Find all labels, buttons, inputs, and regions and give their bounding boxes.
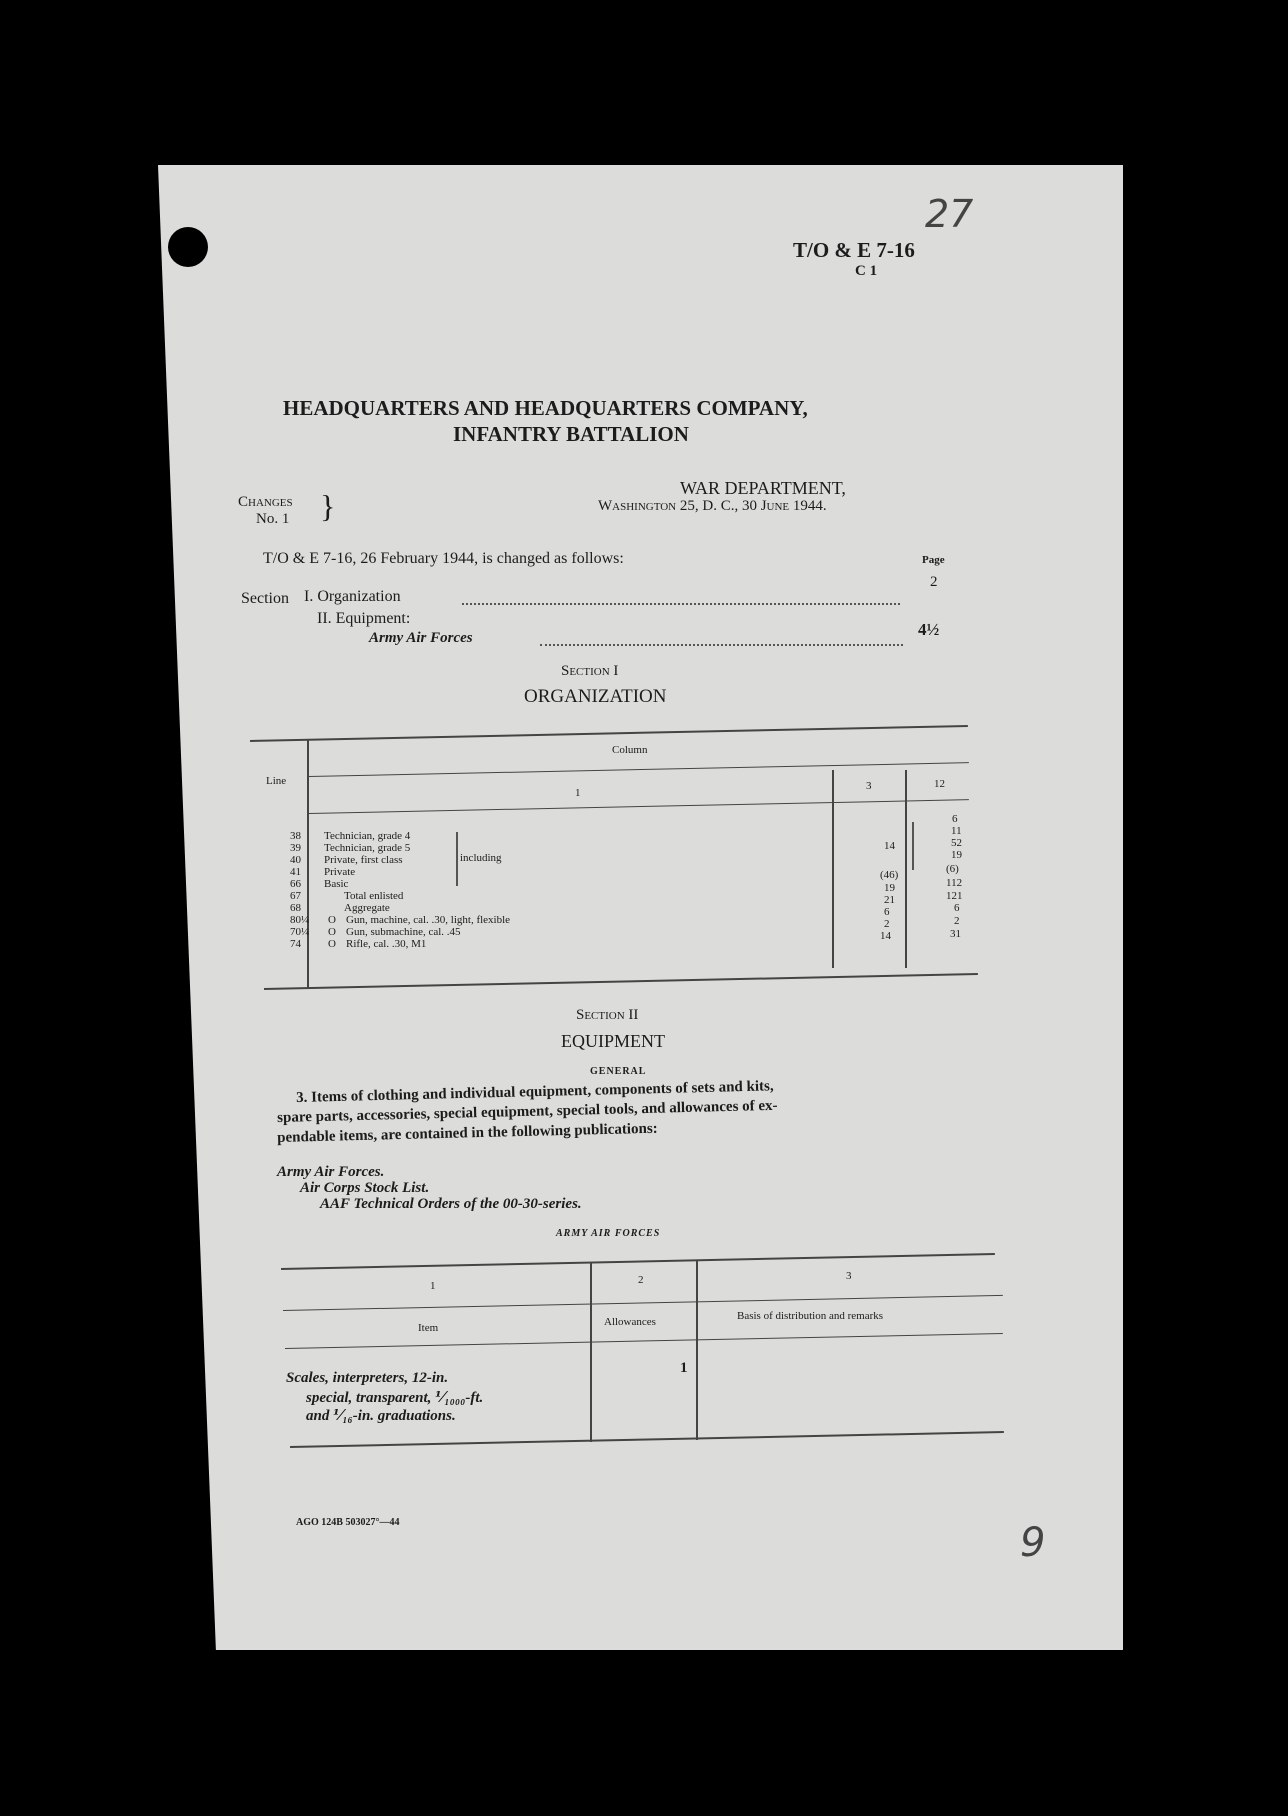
org-col3-value: 14	[884, 840, 895, 852]
org-line-number: 68	[290, 902, 301, 914]
aaf-item-line-1: Scales, interpreters, 12-in.	[286, 1370, 449, 1386]
org-line-number: 66	[290, 878, 301, 890]
handwritten-page-number: 27	[925, 192, 974, 236]
org-row-prefix: O	[328, 926, 336, 938]
aaf-col2-number: 2	[638, 1274, 644, 1286]
document-sub-id: C 1	[855, 263, 878, 279]
aaf-allowance-value: 1	[680, 1360, 688, 1376]
org-line-header: Line	[266, 775, 287, 787]
changes-label: Changes	[238, 494, 293, 510]
aaf-table-divider-2	[696, 1260, 698, 1440]
section1-heading: Section I	[561, 663, 619, 679]
org-line-number: 38	[290, 830, 301, 842]
org-table-col1-divider	[832, 770, 834, 968]
org-line-number: 40	[290, 854, 301, 866]
org-col12-value: 112	[946, 877, 963, 889]
org-line-number: 41	[290, 866, 301, 878]
org-line-number: 67	[290, 890, 301, 902]
org-row-text: Rifle, cal. .30, M1	[346, 938, 427, 950]
org-col12-header: 12	[934, 778, 945, 790]
changes-brace: }	[320, 488, 336, 524]
org-row-prefix: O	[328, 938, 336, 950]
org-row-text: Technician, grade 5	[324, 842, 411, 854]
org-col3-value: 14	[880, 930, 891, 942]
org-col1-header: 1	[575, 787, 581, 799]
org-col12-value: 52	[951, 837, 962, 849]
aaf-allowances-header: Allowances	[604, 1316, 656, 1328]
document-page	[158, 165, 1123, 1650]
org-col12-value: 6	[954, 902, 960, 914]
aaf-remarks-header: Basis of distribution and remarks	[737, 1310, 884, 1322]
org-col12-value: (6)	[946, 863, 959, 875]
aaf-col1-number: 1	[430, 1280, 436, 1292]
publication-3: AAF Technical Orders of the 00-30-series.	[320, 1196, 582, 1212]
page-column-label: Page	[922, 554, 945, 566]
org-row-text: Private, first class	[324, 854, 403, 866]
footer-code: AGO 124B 503027°—44	[296, 1517, 400, 1528]
contents-item-1: I. Organization	[304, 588, 401, 605]
title-line-1: HEADQUARTERS AND HEADQUARTERS COMPANY,	[283, 396, 808, 420]
org-col12-value: 31	[950, 928, 961, 940]
org-column-header: Column	[612, 744, 648, 756]
org-col12-value: 2	[954, 915, 960, 927]
contents-leader-3	[540, 644, 903, 646]
publication-1: Army Air Forces.	[277, 1164, 385, 1180]
org-brace-label: including	[460, 852, 502, 864]
org-table-line-divider	[307, 740, 309, 988]
aaf-col3-number: 3	[846, 1270, 852, 1282]
aaf-item-line-3: and ⅟₁₆-in. graduations.	[306, 1408, 456, 1424]
org-row-text: Basic	[324, 878, 349, 890]
handwritten-mark: 9	[1020, 1520, 1046, 1566]
contents-section-word: Section	[241, 590, 289, 607]
org-row-text: Technician, grade 4	[324, 830, 411, 842]
contents-page-3: 4½	[918, 620, 940, 639]
section2-heading: Section II	[576, 1007, 639, 1023]
org-col3-value: 6	[884, 906, 890, 918]
org-line-number: 39	[290, 842, 301, 854]
department: WAR DEPARTMENT,	[680, 478, 846, 498]
org-line-number: 70¼	[290, 926, 310, 938]
org-row-text: Gun, machine, cal. .30, light, flexible	[346, 914, 511, 926]
punch-hole	[168, 227, 208, 267]
org-col12-value: 6	[952, 813, 958, 825]
section2-title: EQUIPMENT	[561, 1031, 665, 1051]
section2-subtitle: GENERAL	[590, 1066, 647, 1077]
org-col3-value: 2	[884, 918, 890, 930]
paragraph-line-2: spare parts, accessories, special equipment, special tools, and allowances of ex-	[277, 1097, 778, 1126]
publication-2: Air Corps Stock List.	[300, 1180, 430, 1196]
changes-number: No. 1	[256, 511, 290, 527]
org-col3-value: 19	[884, 882, 895, 894]
contents-page-1: 2	[930, 574, 938, 590]
org-col3-value: 21	[884, 894, 895, 906]
org-col3-value: (46)	[880, 869, 899, 881]
contents-item-2: II. Equipment:	[317, 610, 411, 627]
org-row-text: Gun, submachine, cal. .45	[346, 926, 461, 938]
section1-title: ORGANIZATION	[524, 686, 667, 707]
aaf-item-header: Item	[418, 1322, 439, 1334]
org-col3-header: 3	[866, 780, 872, 792]
intro-text: T/O & E 7-16, 26 February 1944, is changed as follows:	[263, 550, 624, 567]
aaf-table-divider-1	[590, 1262, 592, 1442]
paragraph-line-3: pendable items, are contained in the following publications:	[277, 1120, 658, 1146]
contents-leader-1	[462, 603, 900, 605]
org-col12-value: 121	[946, 890, 963, 902]
org-col12-value: 11	[951, 825, 962, 837]
document-id: T/O & E 7-16	[793, 238, 915, 262]
org-row-prefix: O	[328, 914, 336, 926]
contents-item-3: Army Air Forces	[369, 630, 473, 646]
org-col12-brace	[912, 822, 920, 870]
org-col12-value: 19	[951, 849, 962, 861]
paragraph-line-1: 3. Items of clothing and individual equipment, components of sets and kits,	[296, 1078, 774, 1106]
org-row-text: Total enlisted	[344, 890, 404, 902]
org-row-text: Private	[324, 866, 356, 878]
title-line-2: INFANTRY BATTALION	[453, 422, 689, 446]
org-line-number: 80¼	[290, 914, 310, 926]
org-line-number: 74	[290, 938, 301, 950]
department-place-date: Washington 25, D. C., 30 June 1944.	[598, 498, 827, 514]
org-row-text: Aggregate	[344, 902, 390, 914]
aaf-item-line-2: special, transparent, ⅟₁₀₀₀-ft.	[306, 1390, 484, 1406]
aaf-table-title: ARMY AIR FORCES	[556, 1228, 661, 1239]
